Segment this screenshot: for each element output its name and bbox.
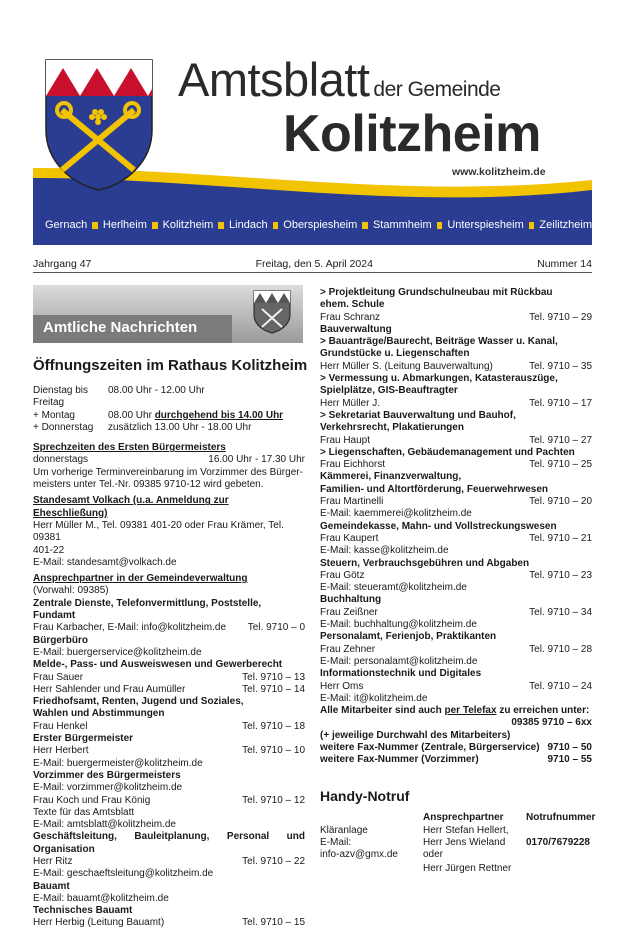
village-item: Zeilitzheim: [539, 219, 592, 231]
contact-tel: Tel. 9710 – 18: [242, 720, 305, 732]
contact-email: E-Mail: buergermeister@kolitzheim.de: [33, 757, 203, 769]
hours-row: [33, 422, 305, 434]
contact-tel: Tel. 9710 – 21: [529, 532, 592, 544]
village-item: Herlheim: [102, 219, 147, 231]
contact-row: [33, 745, 305, 757]
contact-row: [320, 607, 592, 619]
dept-heading: > Liegenschaften, Gebäudemanagement und Pachten: [320, 446, 575, 458]
contact-name: Frau Götz: [320, 569, 365, 581]
contact-tel: Tel. 9710 – 15: [242, 917, 305, 929]
dept-heading: Erster Bürgermeister: [33, 733, 134, 745]
contact-name: Frau Schranz: [320, 311, 381, 323]
contact-row: [320, 533, 592, 545]
contact-name: Frau Zeißner: [320, 606, 378, 618]
contact-row: [33, 672, 305, 684]
notruf-cell: Herr Jens Wieland: [423, 837, 506, 848]
village-bar: [33, 205, 592, 245]
contact-email: E-Mail: amtsblatt@kolitzheim.de: [33, 819, 176, 831]
handy-notruf-heading: Handy-Notruf: [320, 788, 410, 804]
notruf-cell: Kläranlage: [320, 825, 368, 836]
contact-email: E-Mail: steueramt@kolitzheim.de: [320, 582, 467, 594]
contact-row: [320, 435, 592, 447]
col-header-number: Notrufnummer: [526, 812, 596, 823]
hours-day: + Montag: [33, 409, 75, 421]
fax-intro-text: Alle Mitarbeiter sind auch: [320, 705, 445, 717]
section-label: Amtliche Nachrichten: [43, 319, 198, 336]
standesamt-heading: Standesamt Volkach (u.a. Anmeldung zur Eheschließung): [33, 495, 229, 519]
contact-email: E-Mail: bauamt@kolitzheim.de: [33, 892, 169, 904]
contact-email: E-Mail: geschaeftsleitung@kolitzheim.de: [33, 868, 214, 880]
standesamt-line: 401-22: [33, 544, 65, 556]
dept-heading: Bürgerbüro: [33, 634, 88, 646]
fax-num: 9710 – 55: [547, 754, 592, 766]
square-bullet-icon: [92, 222, 98, 229]
hours-day: Dienstag bis Freitag: [33, 385, 89, 409]
dept-heading: Gemeindekasse, Mahn- und Vollstreckungswesen: [320, 520, 557, 532]
contact-tel: Tel. 9710 – 35: [529, 360, 592, 372]
notruf-cell: E-Mail:: [320, 837, 352, 848]
mayor-hours-time: 16.00 Uhr - 17.30 Uhr: [208, 454, 305, 466]
contact-tel: Tel. 9710 – 17: [529, 397, 592, 409]
contact-name: Frau Haupt: [320, 434, 371, 446]
village-item: Gernach: [45, 219, 88, 231]
fax-intro-underlined: per Telefax: [444, 705, 497, 717]
hours-time: 08.00 Uhr - 12.00 Uhr: [108, 385, 205, 396]
contact-tel: Tel. 9710 – 20: [529, 496, 592, 508]
notruf-cell: Herr Stefan Hellert,: [423, 825, 509, 836]
dept-heading: Verkehrsrecht, Plakatierungen: [320, 422, 464, 434]
contact-row: [33, 856, 305, 868]
standesamt-line: Herr Müller M., Tel. 09381 401-20 oder Frau Krämer, Tel. 09381: [33, 519, 284, 544]
dept-heading: Spielplätze, GIS-Beauftragter: [320, 385, 458, 397]
contact-tel: Tel. 9710 – 27: [529, 434, 592, 446]
contact-row: [33, 684, 305, 696]
dept-heading: Personalamt, Ferienjob, Praktikanten: [320, 631, 497, 643]
contacts-heading: Ansprechpartner in der Gemeindeverwaltung: [33, 573, 248, 585]
dept-heading: Friedhofsamt, Renten, Jugend und Soziales,: [33, 696, 244, 708]
village-item: Stammheim: [372, 219, 432, 231]
hours-time: zusätzlich 13.00 Uhr - 18.00 Uhr: [108, 421, 252, 433]
contact-tel: Tel. 9710 – 10: [242, 745, 305, 757]
mayor-hours-note: Um vorherige Terminvereinbarung im Vorzimmer des Bürger-: [33, 466, 303, 478]
right-column: [320, 287, 592, 767]
contact-row: [320, 459, 592, 471]
website-url: www.kolitzheim.de: [452, 166, 546, 178]
contact-name: Frau Eichhorst: [320, 459, 386, 471]
contact-name: Herr Oms: [320, 680, 364, 692]
square-bullet-icon: [437, 222, 443, 229]
contact-name: Herr Herbig (Leitung Bauamt): [33, 917, 165, 929]
issue-line: [33, 258, 592, 270]
contact-row: [33, 622, 305, 634]
village-item: Kolitzheim: [162, 219, 214, 231]
contact-row: [33, 721, 305, 733]
contact-email: E-Mail: vorzimmer@kolitzheim.de: [33, 782, 183, 794]
contact-name: Herr Ritz: [33, 855, 73, 867]
contact-row: [320, 398, 592, 410]
fax-intro: [320, 705, 592, 717]
contact-email: E-Mail: buergerservice@kolitzheim.de: [33, 646, 202, 658]
contact-row: [320, 312, 592, 324]
fax-row: [320, 742, 592, 754]
standesamt-email: E-Mail: standesamt@volkach.de: [33, 556, 177, 568]
issue-date: Freitag, den 5. April 2024: [255, 258, 373, 270]
hours-highlight: durchgehend bis 14.00 Uhr: [154, 409, 284, 421]
hours-row: [33, 410, 305, 422]
left-column: [33, 385, 305, 930]
dept-heading: Wahlen und Abstimmungen: [33, 708, 165, 720]
notruf-cell: Herr Jürgen Rettner: [423, 863, 512, 874]
village-item: Lindach: [229, 219, 268, 231]
contact-name: Frau Henkel: [33, 720, 88, 732]
contact-tel: Tel. 9710 – 13: [242, 671, 305, 683]
dept-heading: Buchhaltung: [320, 594, 382, 606]
contact-name: Frau Kaupert: [320, 532, 379, 544]
contact-name: Herr Müller J.: [320, 397, 381, 409]
hours-day: + Donnerstag: [33, 421, 94, 433]
dept-heading: Bauverwaltung: [320, 323, 392, 335]
dept-heading: Organisation: [33, 843, 95, 855]
dept-heading: Bauamt: [33, 880, 70, 892]
square-bullet-icon: [529, 222, 535, 229]
contact-row: [320, 496, 592, 508]
contact-email: E-Mail: personalamt@kolitzheim.de: [320, 655, 478, 667]
masthead-title: Amtsblatt der Gemeinde: [178, 53, 501, 106]
dept-heading: Geschäftsleitung, Bauleitplanung, Personal und: [33, 831, 305, 843]
hours-row: [33, 385, 305, 410]
contact-name: Herr Sahlender und Frau Aumüller: [33, 683, 186, 695]
fax-num: 9710 – 50: [547, 741, 592, 753]
fax-intro-text: zu erreichen unter:: [496, 705, 590, 717]
issue-number: Nummer 14: [537, 258, 592, 270]
contact-row: [33, 795, 305, 807]
dept-heading: Technisches Bauamt: [33, 905, 133, 917]
contact-row: [320, 644, 592, 656]
notruf-cell: oder: [423, 849, 444, 860]
mayor-hours-row: [33, 454, 305, 466]
fax-label: weitere Fax-Nummer (Vorzimmer): [320, 754, 479, 766]
contact-tel: Tel. 9710 – 29: [529, 311, 592, 323]
contact-name: Frau Martinelli: [320, 496, 384, 508]
fax-note: (+ jeweilige Durchwahl des Mitarbeiters): [320, 729, 511, 741]
contact-tel: Tel. 9710 – 12: [242, 794, 305, 806]
dept-heading: Steuern, Verbrauchsgebühren und Abgaben: [320, 557, 530, 569]
divider: [33, 272, 592, 273]
mayor-hours-note: meisters unter Tel.-Nr. 09385 9710-12 wird gebeten.: [33, 479, 264, 491]
contact-tel: Tel. 9710 – 24: [529, 680, 592, 692]
square-bullet-icon: [152, 222, 158, 229]
square-bullet-icon: [273, 222, 279, 229]
masthead-place: Kolitzheim: [283, 105, 541, 163]
small-coat-of-arms-icon: [252, 289, 292, 335]
dept-heading: > Sekretariat Bauverwaltung und Bauhof,: [320, 409, 516, 421]
contact-name: Herr Herbert: [33, 745, 89, 757]
contact-tel: Tel. 9710 – 14: [242, 683, 305, 695]
dept-heading: > Projektleitung Grundschulneubau mit Rückbau: [320, 287, 553, 298]
notruf-number: 0170/7679228: [526, 837, 590, 848]
dept-heading: Kämmerei, Finanzverwaltung,: [320, 471, 462, 483]
contact-tel: Tel. 9710 – 23: [529, 569, 592, 581]
contact-name: Frau Karbacher, E-Mail: info@kolitzheim.de: [33, 622, 227, 634]
dept-heading: > Vermessung u. Abmarkungen, Katasterauszüge,: [320, 373, 558, 385]
square-bullet-icon: [218, 222, 224, 229]
notruf-cell: info-azv@gmx.de: [320, 849, 398, 860]
square-bullet-icon: [362, 222, 368, 229]
fax-number: 09385 9710 – 6xx: [511, 717, 592, 729]
contact-email: E-Mail: kasse@kolitzheim.de: [320, 545, 449, 557]
contact-name: Herr Müller S. (Leitung Bauverwaltung): [320, 360, 493, 372]
fax-row: [320, 754, 592, 766]
dept-heading: Zentrale Dienste, Telefonvermittlung, Poststelle, Fundamt: [33, 597, 262, 622]
contact-email: E-Mail: kaemmerei@kolitzheim.de: [320, 508, 472, 520]
contact-row: [33, 917, 305, 929]
contact-tel: Tel. 9710 – 28: [529, 643, 592, 655]
contact-email: E-Mail: buchhaltung@kolitzheim.de: [320, 619, 477, 631]
dept-heading: Familien- und Altortförderung, Feuerwehrwesen: [320, 483, 548, 495]
dept-heading: Melde-, Pass- und Ausweiswesen und Gewerberecht: [33, 659, 283, 671]
dept-heading: > Bauanträge/Baurecht, Beiträge Wasser u. Kanal,: [320, 336, 558, 348]
masthead-subtitle: der Gemeinde: [373, 78, 501, 101]
dept-heading: Grundstücke u. Liegenschaften: [320, 348, 470, 360]
contact-row: [320, 570, 592, 582]
contact-tel: Tel. 9710 – 22: [242, 855, 305, 867]
vorwahl: (Vorwahl: 09385): [33, 585, 109, 597]
contact-tel: Tel. 9710 – 34: [529, 606, 592, 618]
contact-tel: Tel. 9710 – 0: [247, 622, 305, 634]
col-header-contact: Ansprechpartner: [423, 812, 504, 823]
opening-hours-heading: Öffnungszeiten im Rathaus Kolitzheim: [33, 357, 308, 374]
hours-time: 08.00 Uhr: [108, 409, 152, 421]
village-item: Unterspiesheim: [447, 219, 524, 231]
dept-heading: Vorzimmer des Bürgermeisters: [33, 769, 181, 781]
dept-heading: ehem. Schule: [320, 299, 385, 311]
contact-row: [320, 681, 592, 693]
contact-tel: Tel. 9710 – 25: [529, 459, 592, 471]
mayor-hours-day: donnerstags: [33, 454, 89, 466]
fax-label: weitere Fax-Nummer (Zentrale, Bürgerservice): [320, 741, 540, 753]
contact-email: E-Mail: it@kolitzheim.de: [320, 692, 428, 704]
contact-name: Frau Koch und Frau König: [33, 794, 151, 806]
contact-name: Frau Sauer: [33, 671, 84, 683]
contact-note: Texte für das Amtsblatt: [33, 806, 135, 818]
contact-name: Frau Zehner: [320, 643, 376, 655]
village-item: Oberspiesheim: [283, 219, 358, 231]
dept-heading: Informationstechnik und Digitales: [320, 668, 482, 680]
contact-row: [320, 361, 592, 373]
mayor-hours-heading: Sprechzeiten des Ersten Bürgermeisters: [33, 442, 226, 454]
issue-year: Jahrgang 47: [33, 258, 92, 270]
